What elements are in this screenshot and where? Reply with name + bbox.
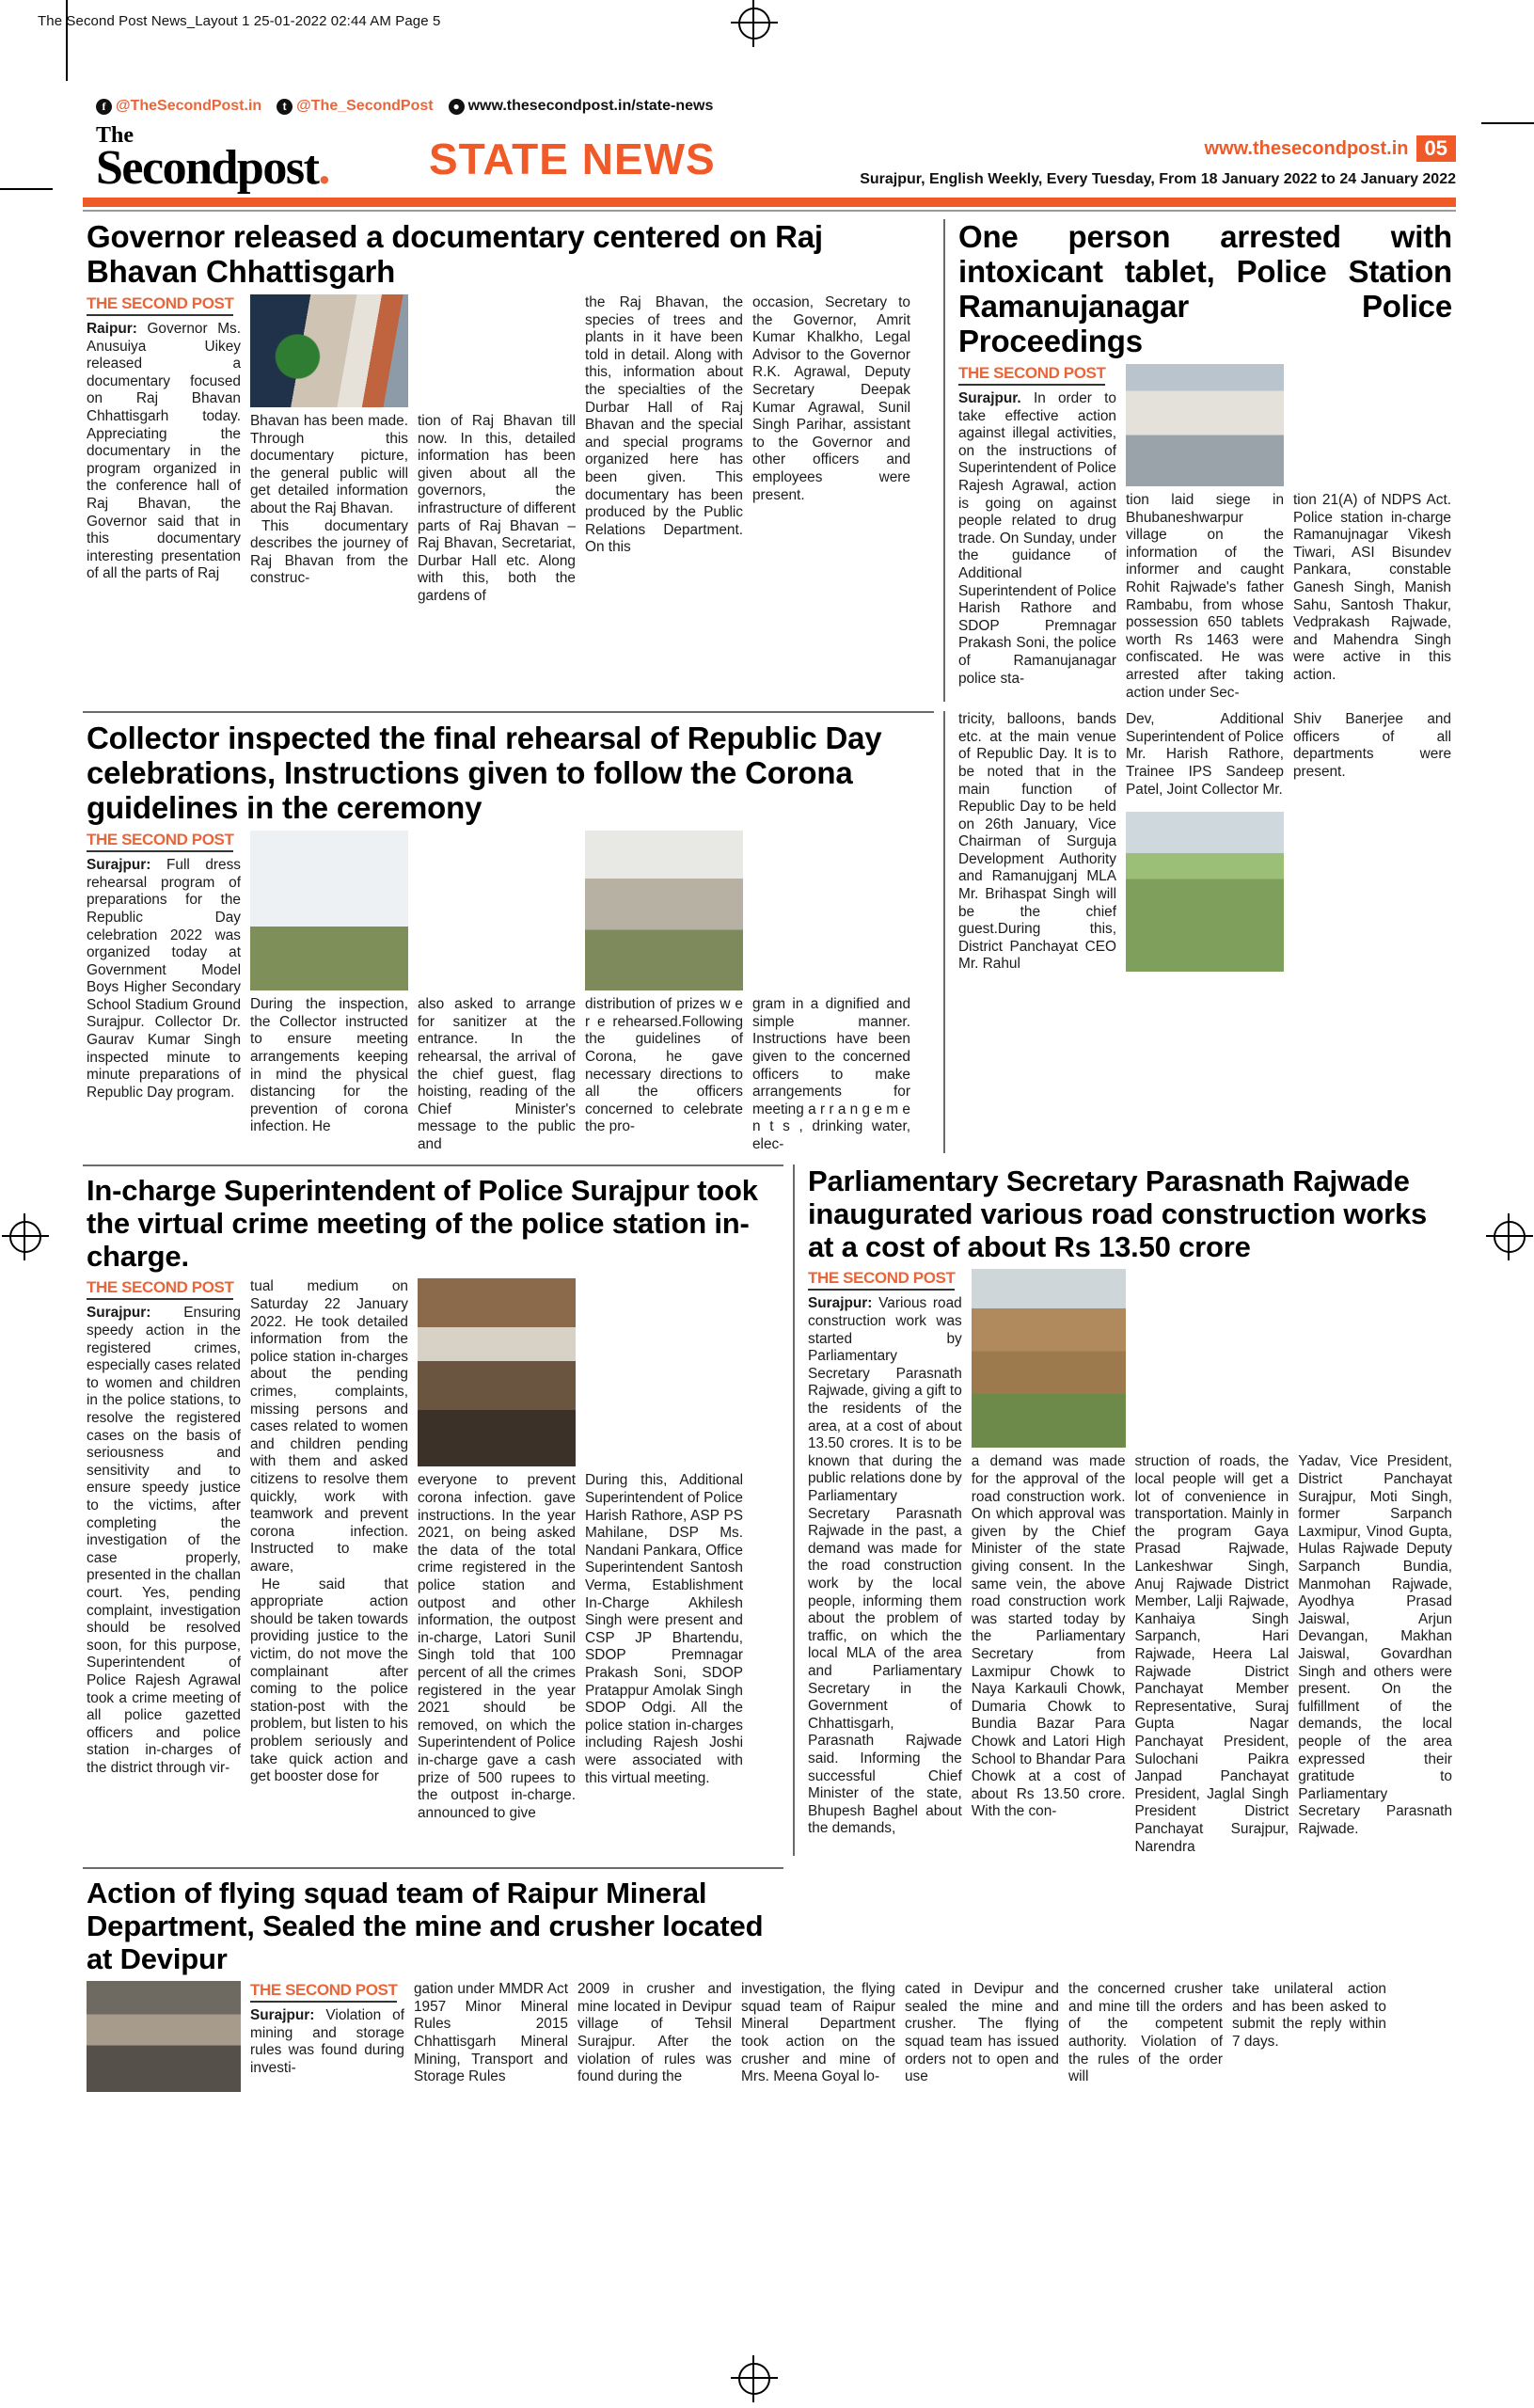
masthead-meta — [860, 135, 1456, 192]
road-col-1 — [808, 1269, 962, 1856]
article-police-meeting — [83, 1164, 783, 1856]
masthead-the: The — [96, 123, 134, 148]
republic-day-parade-photo — [1126, 812, 1284, 972]
page-number-badge: 05 — [1416, 135, 1456, 162]
governor-col-5-text: occasion, Secretary to the Governor, Amrit Kumar Khalkho, Legal Advisor to the Governor R.K. Agrawal, Deputy Secretary Deepak Kumar Agrawal, Sunil Singh Parihar, assistant to the Governor and other officers and employees were present. — [752, 294, 910, 503]
website-link[interactable] — [449, 98, 714, 115]
collector-col-1 — [87, 831, 241, 1153]
governor-col-1 — [87, 294, 241, 606]
governor-col-4 — [585, 294, 743, 606]
vertical-rule — [943, 711, 945, 1153]
police-meeting-col-4-text: During this, Additional Superintendent of Police Harish Rathore, ASP PS Mahilane, DSP Ms. Nandani Pankara, Office Superintendent Santosh Verma, Establishment In-Charge Akhilesh Singh were present and CSP JP Bhartendu, SDOP Premnagar Prakash Soni, SDOP Pratappur Amolak Singh SDOP Odgi. All the police station in-charges including Rajesh Joshi were associated with this virtual meeting. — [585, 1472, 743, 1786]
road-inauguration-photo — [972, 1269, 1126, 1448]
governor-col-3-text: tion of Raj Bhavan till now. In this, detailed information has been given about all the governors, the infrastructure of different parts of Raj Bhavan – Raj Bhavan, Secretariat, Durbar Hall etc. Along with this, both the gardens of — [418, 413, 576, 604]
governor-col-2-text: Bhavan has been made. Through this documentary picture, the general public will get detailed information about the Raj Bhavan. — [250, 413, 408, 516]
section-rule — [83, 711, 934, 713]
mineral-col-1-text: Surajpur: Violation of mining and storage rules was found during investi- — [250, 2007, 404, 2076]
police-meeting-col-4 — [585, 1278, 743, 1822]
governor-dateline: Raipur: — [87, 321, 137, 337]
mineral-col-4 — [741, 1981, 895, 2092]
mineral-col-6 — [1068, 1981, 1223, 2092]
collector-col-7 — [1126, 711, 1284, 974]
collector-col-7-text: Dev, Additional Superintendent of Police Mr. Harish Rathore, Trainee IPS Sandeep Patel, Joint Collector Mr. — [1126, 711, 1284, 798]
right-continuation-block — [955, 711, 1456, 1153]
crop-mark — [0, 188, 53, 190]
mineral-col-5 — [905, 1981, 1059, 2092]
twitter-handle[interactable] — [277, 98, 433, 115]
collector-col-8-text: Shiv Banerjee and officers of all departments were present. — [1293, 711, 1451, 780]
governor-documentary-photo — [250, 294, 408, 407]
registration-mark-right — [1494, 1221, 1526, 1253]
police-meeting-col-1-text: Surajpur: Ensuring speedy action in the registered crimes, especially cases related to women and children in the police stations, to resolve the registered cases on the basis of seriousness and sensitivity and to ensure speedy justice to the victims, after completing the investigation of the case properly, presented in the challan court. Yes, pending complaint, investigation should be resolved soon, for this purpose, Superintendent of Police Rajesh Agrawal took a crime meeting of all police gazetted officers and police station in-charges of the district through vir- — [87, 1305, 241, 1776]
road-col-1-text: Surajpur: Various road construction work was started by Parliamentary Secretary Parasnath Rajwade, giving a gift to the residents of the area, at a cost of about 13.50 crores. It is to be known that during the public relations done by Parliamentary Secretary Parasnath Rajwade in the past, a demand was made for the road construction work by the local people, informing them about the problem of traffic, on which the local MLA of the area and Parliamentary Secretary in the Government of Chhattisgarh, Parasnath Rajwade said. Informing the successful Chief Minister of the state, Bhupesh Baghel about the demands, — [808, 1295, 962, 1837]
header-thin-rule — [83, 210, 1456, 212]
collector-col-1-text: Surajpur: Full dress rehearsal program of preparations for the Republic Day celebration 2022 was organized today at Government Model Boys Higher Secondary School Stadium Ground Surajpur. Collector Dr. Gaurav Kumar Singh inspected minute to minute preparations of Republic Day program. — [87, 857, 241, 1101]
registration-mark-bottom — [738, 2363, 770, 2395]
mineral-headline: Action of flying squad team of Raipur Mineral Department, Sealed the mine and crusher located at Devipur — [87, 1877, 764, 1976]
governor-col-4-text: the Raj Bhavan, the species of trees and plants in it have been told in detail. Along with this, information about the specialties of the Durbar Hall of Raj Bhavan and the special and special programs organized here has been given. This documentary has been produced by the Public Relations Department. On this — [585, 294, 743, 556]
republic-day-flag-photo — [250, 831, 408, 990]
road-dateline: Surajpur: — [808, 1295, 873, 1312]
page-content — [83, 94, 1456, 2342]
edition-line: Surajpur, English Weekly, Every Tuesday, From 18 January 2022 to 24 January 2022 — [860, 171, 1456, 187]
crop-mark — [66, 0, 68, 81]
road-headline: Parliamentary Secretary Parasnath Rajwade inaugurated various road construction works at a cost of about Rs 13.50 crore — [808, 1164, 1428, 1264]
mineral-col-2-text: gation under MMDR Act 1957 Minor Mineral Rules 2015 Chhattisgarh Mineral Mining, Transport and Storage Rules — [414, 1981, 568, 2085]
registration-mark-top — [738, 8, 770, 40]
collector-col-5 — [752, 831, 910, 1153]
governor-col-2-text-b: This documentary describes the journey of Raj Bhavan from the construc- — [250, 517, 408, 587]
road-col-2 — [972, 1269, 1126, 1856]
collector-headline: Collector inspected the final rehearsal of Republic Day celebrations, Instructions given to follow the Corona guidelines in the ceremony — [87, 721, 882, 826]
collector-col-2 — [250, 831, 408, 1153]
facebook-icon: f — [96, 99, 112, 115]
masthead-title: Secondpost. — [96, 141, 329, 195]
governor-col-3 — [418, 294, 576, 606]
mine-crusher-photo — [87, 1981, 241, 2092]
kicker-label: THE SECOND POST — [87, 294, 233, 316]
road-col-2-text: a demand was made for the approval of the road construction work. On which approval was given by the Chief Minister of the state giving consent. In the same vein, the above road construction work was started today by the Parliamentary Secretary from Laxmipur Chowk to Naya Karkauli Chowk, Dumaria Chowk to Bundia Bazar Para Chowk and Latori High School to Bhandar Para Chowk at a cost of about Rs 13.50 crore. With the con- — [971, 1453, 1126, 1820]
masthead-url-row — [860, 135, 1456, 162]
article-road — [804, 1164, 1456, 1856]
mineral-col-2 — [414, 1981, 568, 2092]
collector-col-5-text: gram in a dignified and simple manner. Instructions have been given to the concerned officers to make arrangements for meeting a r r a n g e m e n t s , drinking water, elec- — [752, 996, 910, 1152]
police-meeting-col-3 — [418, 1278, 576, 1822]
mineral-col-3 — [577, 1981, 732, 2092]
kicker-label: THE SECOND POST — [87, 1278, 233, 1300]
twitter-icon: t — [277, 99, 293, 115]
police-station-photo — [1126, 364, 1284, 486]
police-meeting-col-3-text: everyone to prevent corona infection. gave instructions. In the year 2021, on being asked the data of the total crime registered in the police station and outpost and other information, the outpost in-charge, Latori Sunil Singh told that 100 percent of all the crimes registered in the year 2021 should be removed, on which the Superintendent of Police in-charge gave a cash prize of 500 rupees to the outpost in-charge. announced to give — [418, 1472, 576, 1821]
arrest-col-3 — [1293, 364, 1451, 702]
kicker-label: THE SECOND POST — [958, 364, 1105, 386]
governor-col-2 — [250, 294, 408, 606]
governor-col-1-text: Raipur: Governor Ms. Anusuiya Uikey released a documentary focused on Raj Bhavan Chhattisgarh today. Appreciating the documentary in the program organized in the conference hall of Raj Bhavan, the Governor said that in this documentary interesting presentation of all the parts of Raj — [87, 321, 241, 582]
mineral-col-6-text: the concerned crusher and mine till the orders of the competent authority. Violation of the rules of the order will — [1068, 1981, 1223, 2085]
vertical-rule — [793, 1164, 795, 1856]
vertical-rule — [943, 219, 945, 702]
website-link-label: www.thesecondpost.in/state-news — [467, 98, 714, 114]
road-col-3-text: struction of roads, the local people will get a lot of convenience in transportation. Mainly in the program Gaya Prasad Rajwade, Lankeshwar Singh, Anuj Rajwade District Member, Lalji Rajwade, Kanhaiya Singh Sarpanch, Hari Rajwade, Heera Lal Rajwade District Panchayat Member Representative, Suraj Gupta Nagar Panchayat President, Sulochani Paikra Janpad Panchayat President, Jaglal Singh President District Panchayat Surajpur, Narendra — [1134, 1453, 1289, 1855]
header-accent-band — [83, 198, 1456, 207]
governor-headline: Governor released a documentary centered on Raj Bhavan Chhattisgarh — [87, 219, 823, 289]
police-meeting-col-2-text-b: He said that appropriate action should be taken towards providing justice to the victim, do not move the complainant after coming to the police station-post with the problem, but listen to his problem seriously and take quick action and get booster dose for — [250, 1576, 408, 1785]
section-rule — [83, 1164, 783, 1166]
top-block — [83, 219, 1456, 702]
facebook-handle[interactable] — [96, 98, 261, 115]
print-slug: The Second Post News_Layout 1 25-01-2022 02:44 AM Page 5 — [38, 13, 441, 29]
arrest-col-1 — [958, 364, 1116, 702]
section-rule — [83, 1867, 783, 1869]
registration-mark-left — [9, 1221, 41, 1253]
article-governor — [83, 219, 934, 702]
arrest-col-2 — [1126, 364, 1284, 702]
kicker-label: THE SECOND POST — [250, 1981, 397, 2003]
site-url[interactable]: www.thesecondpost.in — [1204, 137, 1409, 159]
republic-day-stage-photo — [585, 831, 743, 990]
collector-dateline: Surajpur: — [87, 857, 151, 874]
mineral-photo-col — [87, 1981, 241, 2092]
twitter-handle-label: @The_SecondPost — [296, 98, 434, 114]
collector-col-8 — [1293, 711, 1451, 974]
mineral-col-4-text: investigation, the flying squad team of Raipur Mineral Department took action on the crusher and mine of Mrs. Meena Goyal lo- — [741, 1981, 895, 2085]
police-meeting-col-1 — [87, 1278, 241, 1822]
article-arrest — [955, 219, 1456, 702]
police-meeting-col-2-text: tual medium on Saturday 22 January 2022. He took detailed information from the police station in-charges about the pending crimes, complaints, missing persons and cases related to women and children pending with them and asked citizens to resolve them quickly, work with teamwork and prevent corona infection. Instructed to make aware, — [250, 1278, 408, 1575]
road-col-4-text: Yadav, Vice President, District Panchayat Surajpur, Moti Singh, former Sarpanch Laxmipur, Vinod Gupta, Hulas Rajwade Deputy Sarpanch Bundia, Manmohan Rajwade, Ayodhya Prasad Jaiswal, Arjun Devangan, Makhan Jaiswal, Govardhan Singh and others were present. On the fulfillment of the demands, the local people of the area expressed their gratitude to Parliamentary Secretary Parasnath Rajwade. — [1298, 1453, 1452, 1837]
governor-col-5 — [752, 294, 910, 606]
middle-block — [83, 711, 1456, 1153]
mineral-col-7-text: take unilateral action and has been asked to submit the reply within 7 days. — [1232, 1981, 1386, 2050]
section-title: STATE NEWS — [429, 135, 716, 183]
collector-col-3 — [418, 831, 576, 1153]
lower-block — [83, 1164, 1456, 1856]
mineral-col-5-text: cated in Devipur and sealed the mine and crusher. The flying squad team has issued orders not to open and use — [905, 1981, 1059, 2085]
kicker-label: THE SECOND POST — [87, 831, 233, 852]
collector-col-2-text: During the inspection, the Collector instructed to ensure meeting arrangements keeping in mind the physical distancing for the prevention of corona infection. He — [250, 996, 408, 1135]
mineral-col-1 — [250, 1981, 404, 2092]
collector-col-6 — [958, 711, 1116, 974]
mineral-dateline: Surajpur: — [250, 2007, 315, 2024]
crop-mark — [1481, 122, 1534, 124]
virtual-crime-meeting-photo — [418, 1278, 576, 1466]
collector-col-4-text: distribution of prizes w e r e rehearsed.Following the guidelines of Corona, he gave necessary directions to all the officers concerned to celebrate the pro- — [585, 996, 743, 1135]
arrest-col-1-text: Surajpur. In order to take effective action against illegal activities, on the instructions of Superintendent of Police Rajesh Agrawal, action is going on against people related to drug trade. On Sunday, under the guidance of Additional Superintendent of Police Harish Rathore and SDOP Premnagar Prakash Soni, the police of Ramanujanagar police sta- — [958, 390, 1116, 687]
road-col-4 — [1298, 1269, 1452, 1856]
police-meeting-dateline: Surajpur: — [87, 1305, 151, 1322]
police-meeting-col-2 — [250, 1278, 408, 1822]
masthead-dot: . — [318, 141, 329, 195]
arrest-dateline: Surajpur. — [958, 390, 1021, 406]
collector-col-6-text: tricity, balloons, bands etc. at the main venue of Republic Day. It is to be noted that in the main function of Republic Day to be held on 26th January, Vice Chairman of Surguja Development Authority and Ramanujganj MLA Mr. Brihaspat Singh will be the chief guest.During this, District Panchayat CEO Mr. Rahul — [958, 711, 1116, 973]
mineral-col-7 — [1232, 1981, 1386, 2092]
article-mineral — [83, 1867, 1456, 2092]
arrest-col-2-text: tion laid siege in Bhubaneshwarpur village on the information of the informer and caught Rohit Rajwade's father Rambabu, from whose possession 650 tablets worth Rs 1463 were confiscated. He was arrested after taking action under Sec- — [1126, 492, 1284, 701]
mineral-col-3-text: 2009 in crusher and mine located in Devipur village of Tehsil Surajpur. After the violation of rules was found during the — [577, 1981, 732, 2085]
facebook-handle-label: @TheSecondPost.in — [116, 98, 262, 114]
social-handles-bar — [83, 94, 1456, 119]
globe-icon: ● — [449, 99, 465, 115]
collector-col-3-text: also asked to arrange for sanitizer at the entrance. In the rehearsal, the arrival of the chief guest, flag hoisting, reading of the Chief Minister's message to the public and — [418, 996, 576, 1152]
police-meeting-headline: In-charge Superintendent of Police Surajpur took the virtual crime meeting of the police station in-charge. — [87, 1174, 758, 1274]
arrest-headline: One person arrested with intoxicant tablet, Police Station Ramanujanagar Police Proceedings — [958, 219, 1452, 358]
article-collector — [83, 711, 934, 1153]
arrest-col-3-text: tion 21(A) of NDPS Act. Police station in-charge Ramanujnagar Vikesh Tiwari, ASI Bisundev Pankara, constable Ganesh Singh, Manish Sahu, Santosh Thakur, Vedprakash Rajwade, and Mahendra Singh were active in this action. — [1293, 492, 1451, 683]
kicker-label: THE SECOND POST — [808, 1269, 955, 1291]
masthead — [83, 122, 1456, 195]
masthead-logo[interactable] — [83, 123, 397, 195]
collector-col-4 — [585, 831, 743, 1153]
road-col-3 — [1135, 1269, 1289, 1856]
